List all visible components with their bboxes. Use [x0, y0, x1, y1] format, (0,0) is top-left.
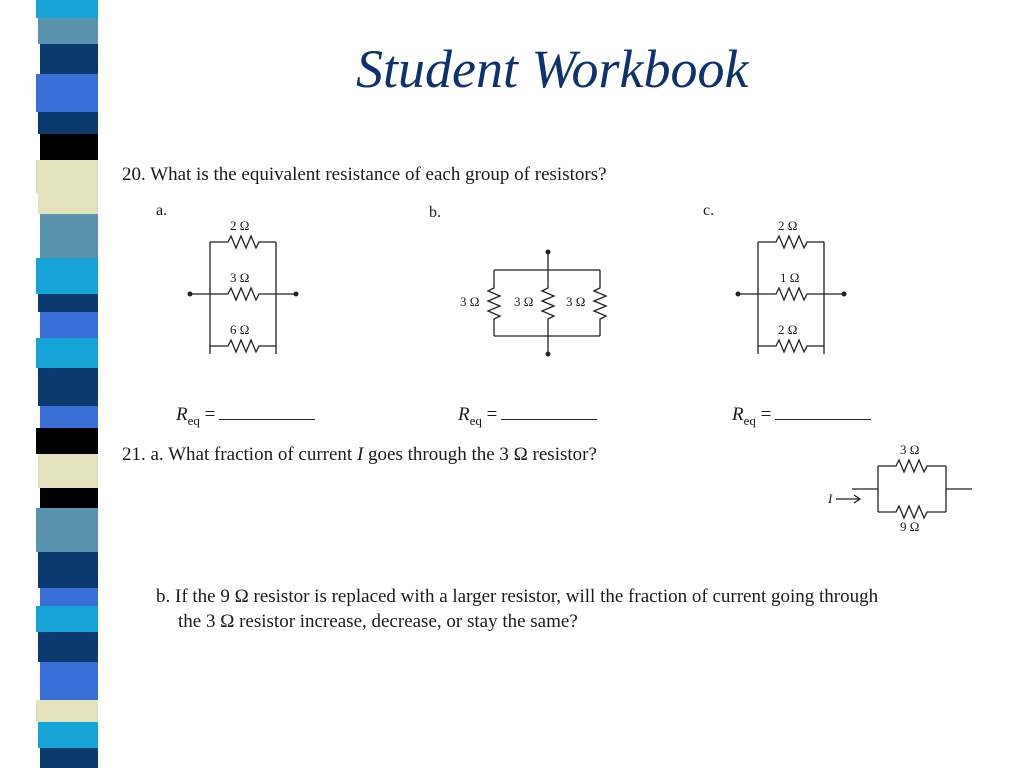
terminal-dot — [736, 292, 741, 297]
circuit-21 — [822, 440, 977, 538]
stripe-segment — [40, 134, 98, 160]
stripe-segment — [38, 632, 98, 662]
stripe-segment — [38, 294, 98, 312]
stripe-segment — [40, 748, 98, 768]
question-21b-line2: the 3 Ω resistor increase, decrease, or stay the same? — [178, 611, 578, 632]
stripe-segment — [36, 508, 98, 552]
answer-blank[interactable] — [501, 419, 597, 420]
stripe-segment — [40, 588, 98, 606]
terminal-dot — [546, 352, 551, 357]
resistor-c1-label: 2 Ω — [778, 218, 798, 233]
resistor-b1-label: 3 Ω — [460, 294, 480, 309]
question-20: 20. What is the equivalent resistance of each group of resistors? — [122, 164, 607, 185]
resistor-c3-label: 2 Ω — [778, 322, 798, 337]
stripe-segment — [38, 454, 98, 488]
stripe-segment — [36, 606, 98, 632]
stripe-segment — [38, 552, 98, 588]
answer-blank[interactable] — [775, 419, 871, 420]
req-answer-b: $R_{eq}$ = — [458, 404, 597, 429]
stripe-segment — [38, 368, 98, 406]
question-21b-line1: b. If the 9 Ω resistor is replaced with a larger resistor, will the fraction of current going through — [156, 586, 879, 607]
stripe-segment — [40, 662, 98, 700]
circuit-b — [452, 244, 612, 359]
slide-title: Student Workbook — [356, 39, 749, 99]
stripe-segment — [36, 700, 98, 722]
req-answer-a: $R_{eq}$ = — [176, 404, 315, 429]
terminal-dot — [842, 292, 847, 297]
stripe-segment — [40, 488, 98, 508]
stripe-segment — [40, 44, 98, 74]
resistor-21-bottom-label: 9 Ω — [900, 519, 920, 534]
stripe-segment — [40, 312, 98, 338]
stripe-segment — [38, 112, 98, 134]
terminal-dot — [188, 292, 193, 297]
stripe-segment — [36, 74, 98, 112]
stripe-segment — [36, 0, 98, 18]
req-answer-c: $R_{eq}$ = — [732, 404, 871, 429]
circuit-a — [182, 214, 312, 358]
resistor-21-top-label: 3 Ω — [900, 442, 920, 457]
decorative-stripe-bar — [0, 0, 120, 768]
terminal-dot — [294, 292, 299, 297]
part-c-label: c. — [703, 202, 715, 219]
resistor-a3-label: 6 Ω — [230, 322, 250, 337]
question-21a: 21. a. What fraction of current I goes through the 3 Ω resistor? — [122, 444, 597, 465]
circuit-c — [730, 214, 860, 358]
answer-blank[interactable] — [219, 419, 315, 420]
stripe-segment — [36, 338, 98, 368]
resistor-b3-label: 3 Ω — [566, 294, 586, 309]
resistor-c2-label: 1 Ω — [780, 270, 800, 285]
stripe-segment — [36, 258, 98, 294]
stripe-segment — [40, 406, 98, 428]
worksheet-page — [112, 148, 1012, 708]
resistor-a1-label: 2 Ω — [230, 218, 250, 233]
resistor-b2-label: 3 Ω — [514, 294, 534, 309]
stripe-segment — [36, 160, 98, 194]
stripe-segment — [36, 428, 98, 454]
part-a-label: a. — [156, 202, 168, 219]
stripe-segment — [38, 194, 98, 214]
resistor-a2-label: 3 Ω — [230, 270, 250, 285]
part-b-label: b. — [429, 204, 441, 221]
terminal-dot — [546, 250, 551, 255]
stripe-segment — [40, 214, 98, 258]
stripe-segment — [38, 722, 98, 748]
stripe-segment — [38, 18, 98, 44]
current-label: I — [828, 491, 833, 506]
